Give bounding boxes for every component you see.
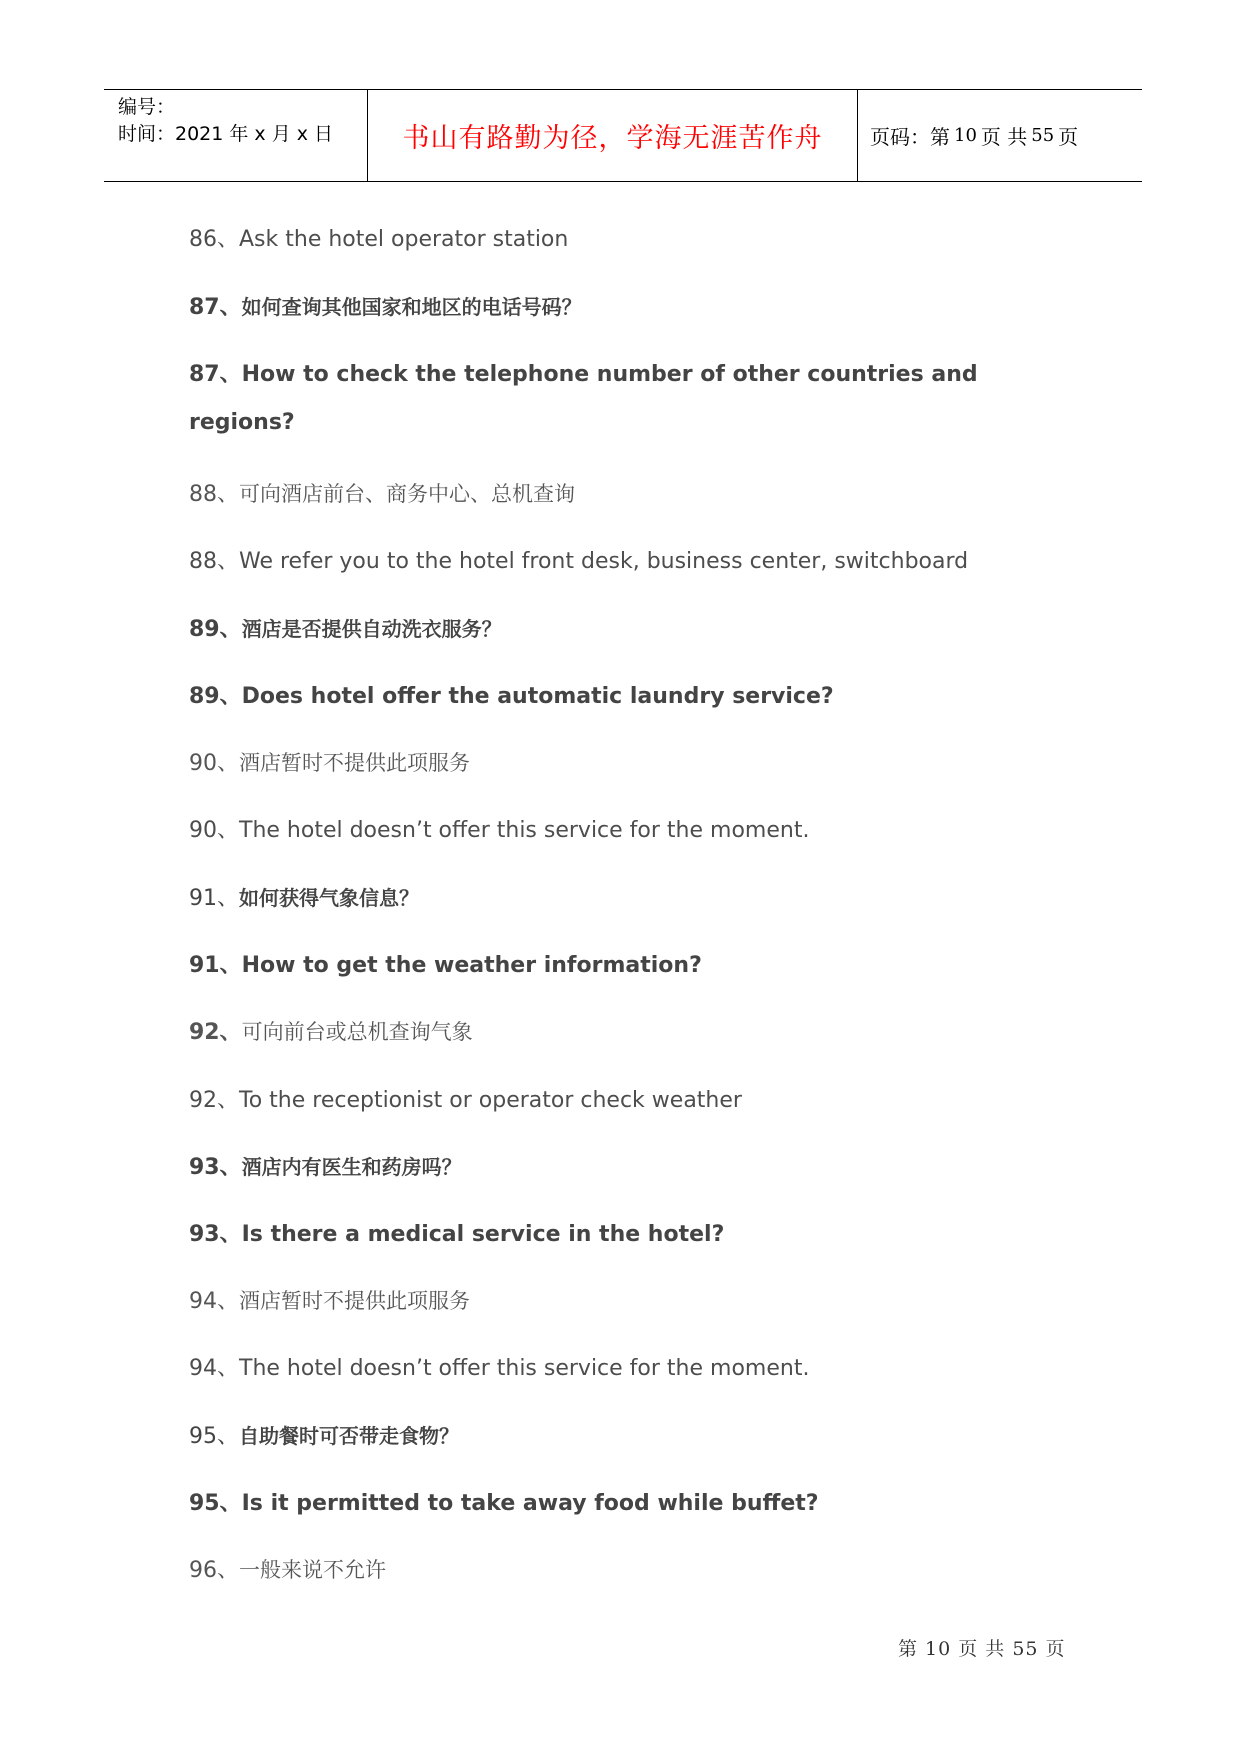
line-93-en: 93、Is there a medical service in the hotel? [189,1222,725,1247]
page-suffix: 页 [1058,125,1079,149]
line-90-en: 90、The hotel doesn’t offer this service for the moment. [189,818,810,843]
line-91-en: 91、How to get the weather information? [189,953,702,978]
page-total: 55 [1031,125,1055,146]
header-page-number [858,90,1142,181]
line-88-cn: 88、可向酒店前台、商务中心、总机查询 [189,482,575,507]
line-86-en: 86、Ask the hotel operator station [189,227,569,252]
line-87-en: 87、How to check the telephone number of other countries and [189,362,978,387]
line-96-cn: 96、一般来说不允许 [189,1558,386,1583]
document-number-label: 编号： [118,96,176,118]
line-95-en: 95、Is it permitted to take away food while buffet? [189,1491,819,1516]
line-89-en: 89、Does hotel offer the automatic laundry service? [189,684,834,709]
line-95-cn: 95、自助餐时可否带走食物？ [189,1424,459,1449]
line-87-en-cont: regions? [189,410,295,435]
page-prefix: 页码：第 [870,125,950,149]
page-mid: 页 共 [980,125,1028,149]
line-94-cn: 94、酒店暂时不提供此项服务 [189,1289,470,1314]
line-91-cn: 91、如何获得气象信息？ [189,886,419,911]
line-88-en: 88、We refer you to the hotel front desk, business center, switchboard [189,549,969,574]
line-92-en: 92、To the receptionist or operator check weather [189,1088,742,1113]
page-footer: 第 10 页 共 55 页 [898,1638,1066,1660]
line-92-cn: 92、可向前台或总机查询气象 [189,1020,473,1045]
line-94-en: 94、The hotel doesn’t offer this service for the moment. [189,1356,810,1381]
line-90-cn: 90、酒店暂时不提供此项服务 [189,751,470,776]
line-89-cn: 89、酒店是否提供自动洗衣服务？ [189,617,502,642]
page-header [104,89,1142,182]
header-meta [104,90,368,181]
page-current: 10 [954,125,977,146]
document-time-label: 时间：2021 年 x 月 x 日 [118,123,334,145]
line-87-cn: 87、如何查询其他国家和地区的电话号码？ [189,295,582,320]
header-motto: 书山有路勤为径，学海无涯苦作舟 [368,90,858,181]
line-93-cn: 93、酒店内有医生和药房吗？ [189,1155,462,1180]
